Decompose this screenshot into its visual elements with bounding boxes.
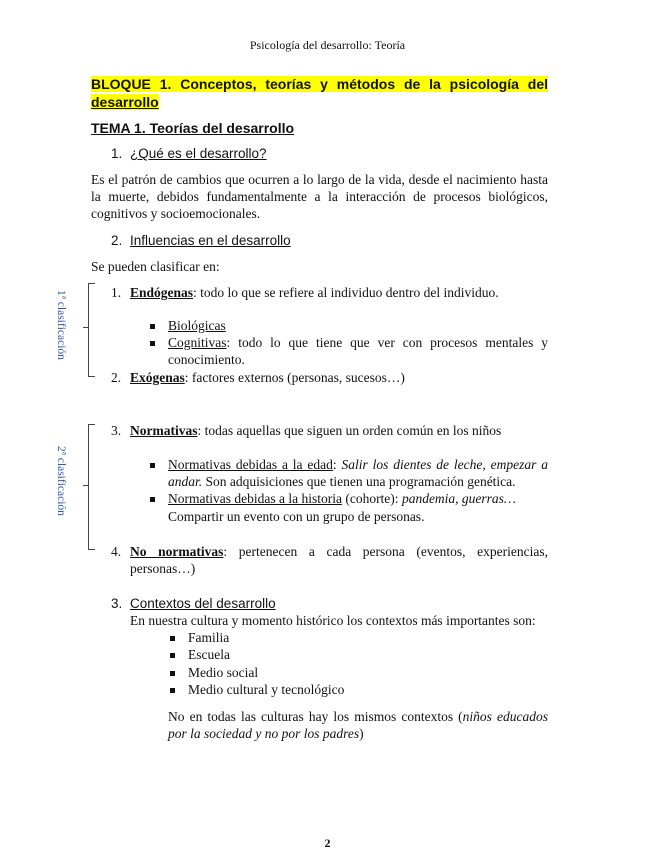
- side-label-second-classification: 2ª clasificación: [55, 446, 67, 516]
- item2-line: [130, 370, 405, 386]
- item3-line: [130, 423, 501, 439]
- edad-colon: :: [332, 457, 342, 472]
- tema-heading: TEMA 1. Teorías del desarrollo: [91, 120, 295, 136]
- bullet-square-icon: [150, 497, 155, 502]
- endogenas-bullet-cognitivas-line2: conocimiento.: [168, 352, 245, 367]
- bracket-tick-2: [83, 485, 88, 486]
- normativas-bullet-edad-line2: [168, 474, 516, 490]
- bloque-heading-text: BLOQUE 1. Conceptos, teorías y métodos de la psicología del: [91, 76, 548, 92]
- historia-example: pandemia, guerras…: [401, 491, 516, 506]
- bloque-heading-line2: [91, 94, 159, 111]
- section1-para-line2: la muerte, debidos fundamentalmente a la interacción de procesos biológicos,: [91, 189, 548, 204]
- normativas-bullet-historia-line2: Compartir un evento con un grupo de personas.: [168, 509, 425, 524]
- section1-para-line1: Es el patrón de cambios que ocurren a lo largo de la vida, desde el nacimiento hasta: [91, 172, 548, 187]
- item4-line2: personas…): [130, 561, 196, 576]
- bracket-first-classification: [88, 283, 95, 377]
- item4-line: [130, 544, 548, 560]
- item4-number: 4.: [111, 544, 122, 559]
- context-item-familia: Familia: [188, 630, 230, 645]
- cognitivas-term: Cognitivas: [168, 335, 227, 350]
- section1-number: 1.: [111, 146, 123, 161]
- item1-text: : todo lo que se refiere al individuo dentro del individuo.: [193, 285, 499, 300]
- section1-para-line3: cognitivos y socioemocionales.: [91, 206, 261, 221]
- section2-intro: Se pueden clasificar en:: [91, 259, 220, 274]
- section3-intro: En nuestra cultura y momento histórico los contextos más importantes son:: [130, 613, 536, 628]
- section2-number: 2.: [111, 233, 123, 248]
- item2-term: Exógenas: [130, 370, 185, 385]
- historia-term: Normativas debidas a la historia: [168, 491, 342, 506]
- item3-number: 3.: [111, 423, 122, 438]
- normativas-bullet-historia: [168, 491, 516, 507]
- historia-text: (cohorte):: [341, 491, 402, 506]
- item3-term: Normativas: [130, 423, 198, 438]
- item3-text: : todas aquellas que siguen un orden común en los niños: [197, 423, 502, 438]
- note-text: No en todas las culturas hay los mismos contextos (: [168, 709, 463, 724]
- bullet-square-icon: [170, 636, 175, 641]
- edad-text-2: Son adquisiciones que tienen una programación genética.: [202, 474, 516, 489]
- bloque-heading-text-2: desarrollo: [91, 94, 159, 110]
- bullet-square-icon: [150, 341, 155, 346]
- item1-number: 1.: [111, 285, 122, 300]
- page-number: 2: [324, 836, 331, 850]
- bullet-square-icon: [170, 688, 175, 693]
- section3-number: 3.: [111, 596, 123, 611]
- edad-example-2: andar.: [168, 474, 203, 489]
- item1-line: [130, 285, 499, 301]
- note-text-2: ): [359, 726, 364, 741]
- bullet-square-icon: [170, 653, 175, 658]
- page-header: Psicología del desarrollo: Teoría: [249, 38, 406, 52]
- bullet-square-icon: [170, 671, 175, 676]
- item2-text: : factores externos (personas, sucesos…): [184, 370, 405, 385]
- edad-term: Normativas debidas a la edad: [168, 457, 333, 472]
- side-label-first-classification: 1ª clasificación: [55, 290, 67, 360]
- item2-number: 2.: [111, 370, 122, 385]
- edad-example: Salir los dientes de leche, empezar a: [341, 457, 548, 472]
- cognitivas-text: : todo lo que tiene que ver con procesos mentales y: [226, 335, 548, 350]
- item1-term: Endógenas: [130, 285, 194, 300]
- normativas-bullet-edad: [168, 457, 548, 473]
- note-italic-2: por la sociedad y no por los padres: [168, 726, 360, 741]
- section1-title: ¿Qué es el desarrollo?: [130, 146, 267, 161]
- bracket-second-classification: [88, 424, 95, 550]
- bullet-square-icon: [150, 324, 155, 329]
- bloque-heading-line1: [91, 76, 548, 93]
- context-item-medio-cultural: Medio cultural y tecnológico: [188, 682, 345, 697]
- context-item-escuela: Escuela: [188, 647, 230, 662]
- section3-note-line1: [168, 709, 548, 725]
- context-item-medio-social: Medio social: [188, 665, 259, 680]
- note-italic: niños educados: [462, 709, 548, 724]
- item4-term: No normativas: [130, 544, 224, 559]
- bullet-square-icon: [150, 463, 155, 468]
- item4-text: : pertenecen a cada persona (eventos, experiencias,: [223, 544, 548, 559]
- bracket-tick-1: [83, 327, 88, 328]
- endogenas-bullet-cognitivas: [168, 335, 548, 351]
- section3-title: Contextos del desarrollo: [130, 596, 276, 611]
- section2-title: Influencias en el desarrollo: [130, 233, 291, 248]
- section3-note-line2: [168, 726, 364, 742]
- endogenas-bullet-biologicas: Biológicas: [168, 318, 226, 333]
